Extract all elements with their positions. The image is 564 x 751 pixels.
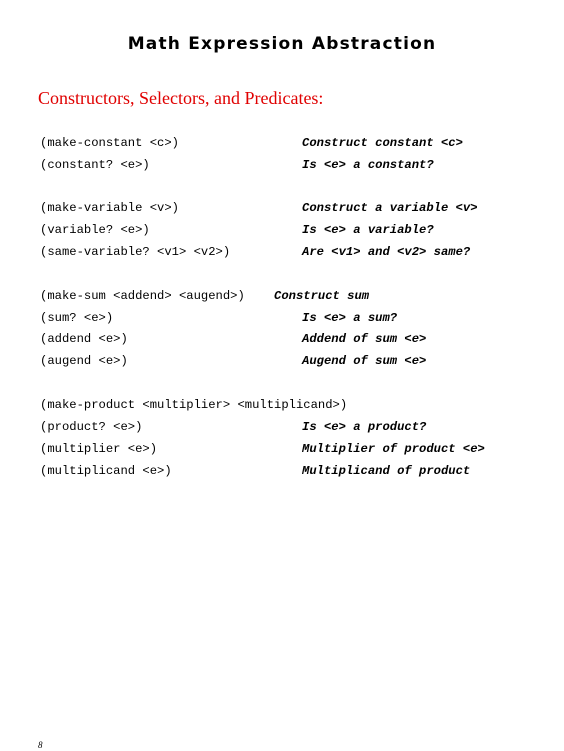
code-expression: (product? <e>) [40,420,143,434]
definition-row [0,154,564,176]
description: Is <e> a sum? [302,311,398,325]
code-expression: (sum? <e>) [40,311,114,325]
code-expression: (same-variable? <v1> <v2>) [40,245,231,259]
description: Multiplicand of product [302,464,471,478]
code-expression: (constant? <e>) [40,158,150,172]
code-expression: (variable? <e>) [40,223,150,237]
description: Augend of sum <e> [302,354,427,368]
definition-row [0,328,564,350]
definition-row [0,438,564,460]
definition-row [0,285,564,307]
description: Construct a variable <v> [302,201,478,215]
description: Construct constant <c> [302,136,463,150]
code-expression: (addend <e>) [40,332,128,346]
description: Are <v1> and <v2> same? [302,245,471,259]
page-title: Math Expression Abstraction [127,34,437,54]
code-expression: (make-product <multiplier> <multiplicand>) [40,398,348,412]
description: Is <e> a product? [302,420,427,434]
definition-row [0,350,564,372]
code-expression: (multiplicand <e>) [40,464,172,478]
definition-row [0,416,564,438]
description: Multiplier of product <e> [302,442,485,456]
definition-row [0,460,564,482]
code-expression: (make-variable <v>) [40,201,179,215]
code-expression: (augend <e>) [40,354,128,368]
definition-row [0,394,564,416]
code-expression: (multiplier <e>) [40,442,158,456]
code-expression: (make-constant <c>) [40,136,179,150]
description: Construct sum [274,289,370,303]
definition-row [0,132,564,154]
description: Is <e> a constant? [302,158,434,172]
definition-row [0,219,564,241]
code-expression: (make-sum <addend> <augend>) [40,289,245,303]
definition-row [0,241,564,263]
section-heading: Constructors, Selectors, and Predicates: [38,88,324,108]
description: Addend of sum <e> [302,332,427,346]
page-number: 8 [38,740,43,750]
definition-row [0,197,564,219]
definition-row [0,307,564,329]
description: Is <e> a variable? [302,223,434,237]
